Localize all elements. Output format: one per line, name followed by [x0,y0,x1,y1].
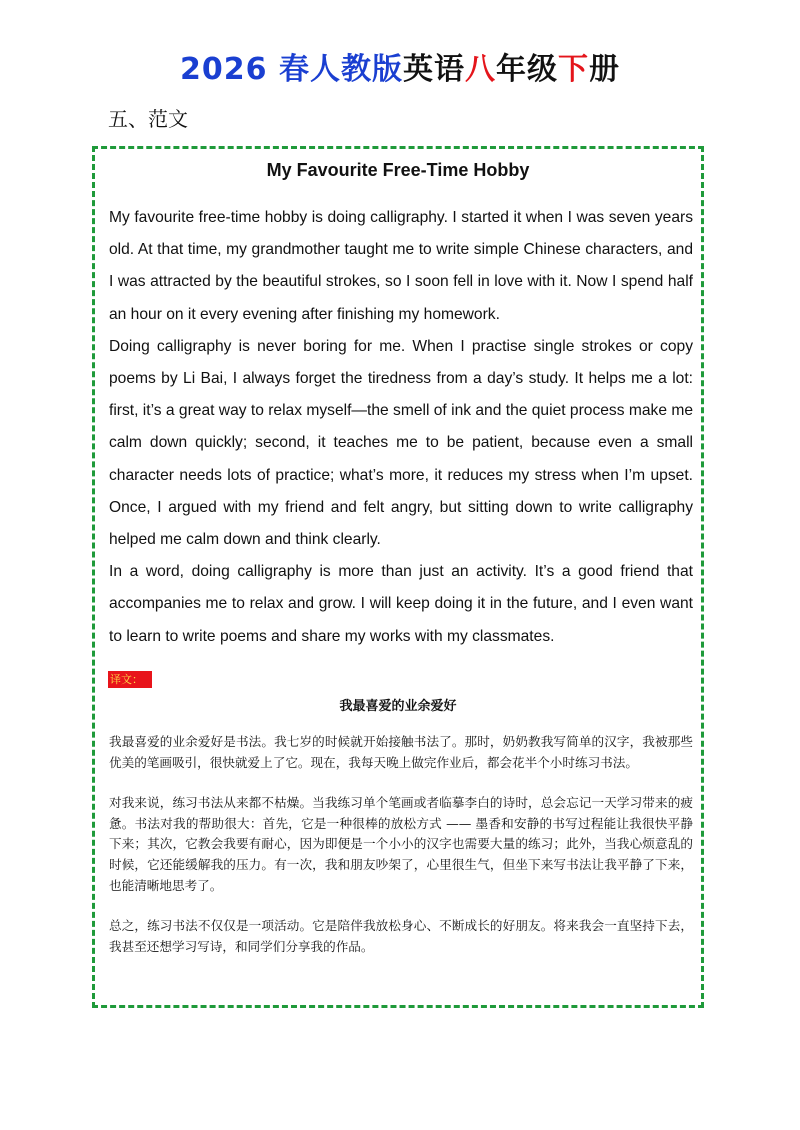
header-part4: 年级 [495,52,558,87]
section-label: 五、范文 [108,107,188,131]
header-part2: 英语 [402,52,465,87]
essay-title: My Favourite Free-Time Hobby [266,160,530,180]
translation-paragraph: 对我来说，练习书法从来都不枯燥。当我练习单个笔画或者临摹李白的诗时，总会忘记一天学习带来的疲惫。书法对我的帮助很大：首先，它是一种很棒的放松方式 —— 墨香和安静的书写过程能让我很快平静下来；其次，它教会我要有耐心，因为即便是一个小小的汉字也需要大量的练习；此外，当我心烦意乱的时候，它还能缓解我的压力。有一次，我和朋友吵架了，心里很生气，但坐下来写书法让我平静了下来，也能清晰地思考了。 [109,795,693,893]
translation-body [109,732,693,977]
translation-paragraph: 总之，练习书法不仅仅是一项活动。它是陪伴我放松身心、不断成长的好朋友。将来我会一直坚持下去，我甚至还想学习写诗，和同学们分享我的作品。 [109,918,693,954]
translation-title: 我最喜爱的业余爱好 [339,699,457,714]
header-part1: 2026 春人教版 [180,52,403,87]
page-header [0,44,800,88]
translation-paragraph: 我最喜爱的业余爱好是书法。我七岁的时候就开始接触书法了。那时，奶奶教我写简单的汉字，我被那些优美的笔画吸引，很快就爱上了它。现在，我每天晚上做完作业后，都会花半个小时练习书法。 [109,734,693,770]
header-part3: 八 [464,52,496,87]
essay-body [109,202,693,653]
essay-paragraph: My favourite free-time hobby is doing calligraphy. I started it when I was seven years old. At that time, my grandmother taught me to write simple Chinese characters, and I was attracted by the beautiful strokes, so I soon fell in love with it. Now I spend half an hour on it every evening after finishing my homework. [109,209,693,323]
header-part5: 下 [557,52,589,87]
header-part6: 册 [588,52,620,87]
essay-paragraph: Doing calligraphy is never boring for me. When I practise single strokes or copy poems by Li Bai, I always forget the tiredness from a day’s study. It helps me a lot: first, it’s a great way to relax myself—the smell of ink and the quiet process make me calm down quickly; second, it teaches me to be patient, because even a small character needs lots of practice; what’s more, it reduces my stress when I’m upset. Once, I argued with my friend and felt angry, but sitting down to write calligraphy helped me calm down and think clearly. [109,337,693,549]
translation-tag: 译文： [108,671,152,688]
essay-paragraph: In a word, doing calligraphy is more than just an activity. It’s a good friend that accompanies me to relax and grow. I will keep doing it in the future, and I even want to learn to write poems and share my works with my classmates. [109,563,693,645]
